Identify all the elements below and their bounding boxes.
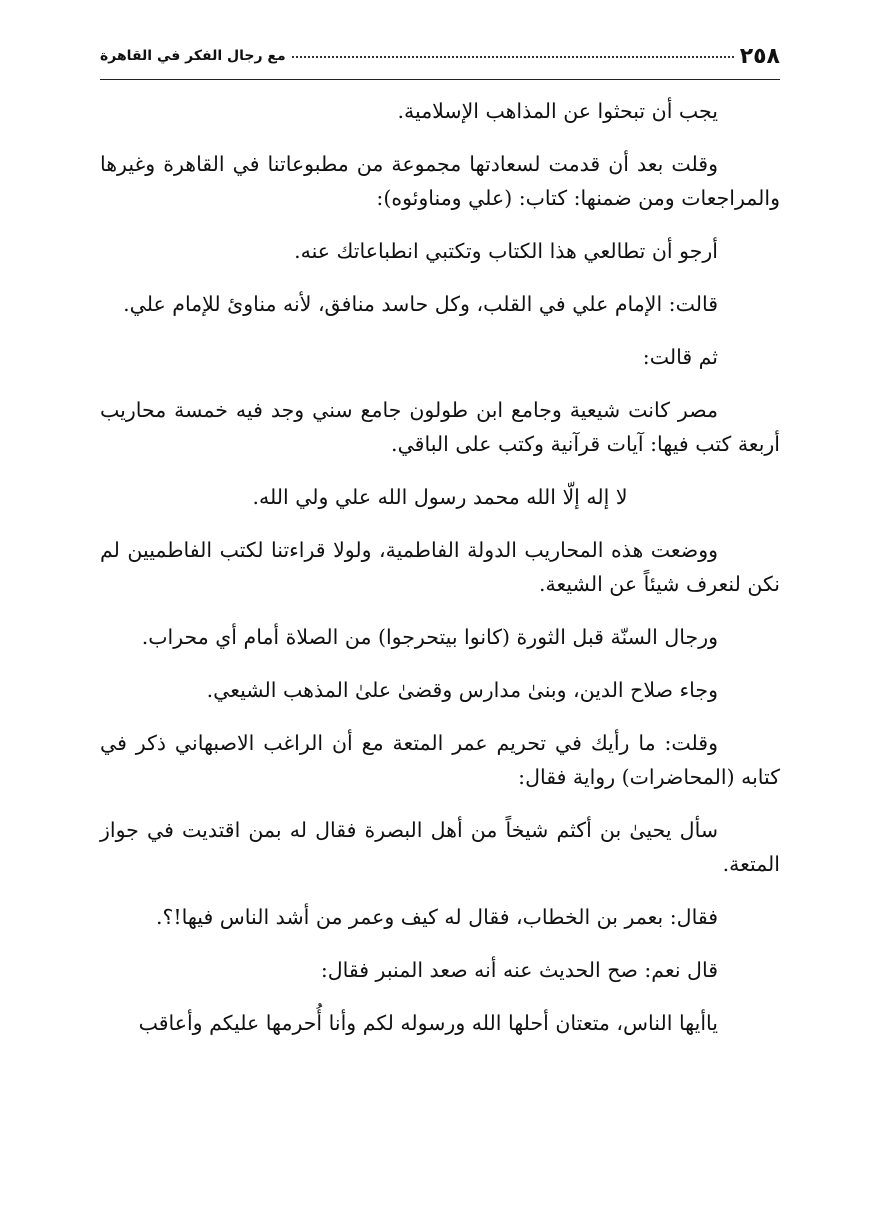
paragraph: يجب أن تبحثوا عن المذاهب الإسلامية. bbox=[397, 99, 718, 123]
page-number: ٢٥٨ bbox=[739, 43, 780, 69]
paragraph: وقلت بعد أن قدمت لسعادتها مجموعة من مطبوعاتنا في القاهرة وغيرها والمراجعات ومن ضمنها: كتاب: (علي ومناوئوه): bbox=[100, 152, 780, 210]
paragraph: ياأيها الناس، متعتان أحلها الله ورسوله لكم وأنا أُحرمها عليكم وأعاقب bbox=[138, 1011, 718, 1035]
paragraph: قالت: الإمام علي في القلب، وكل حاسد منافق، لأنه مناوئ للإمام علي. bbox=[123, 292, 718, 316]
body-text bbox=[100, 94, 780, 1040]
paragraph: ثم قالت: bbox=[642, 345, 718, 369]
paragraph: سأل يحيىٰ بن أكثم شيخاً من أهل البصرة فقال له بمن اقتديت في جواز المتعة. bbox=[100, 818, 780, 876]
header-dot-leader bbox=[292, 54, 734, 58]
paragraph: ورجال السنّة قبل الثورة (كانوا بيتحرجوا) من الصلاة أمام أي محراب. bbox=[141, 625, 718, 649]
paragraph: أرجو أن تطالعي هذا الكتاب وتكتبي انطباعاتك عنه. bbox=[294, 239, 718, 263]
paragraph: وقلت: ما رأيك في تحريم عمر المتعة مع أن الراغب الاصبهاني ذكر في كتابه (المحاضرات) رواية فقال: bbox=[100, 731, 780, 789]
page-header bbox=[100, 36, 780, 76]
paragraph: ووضعت هذه المحاريب الدولة الفاطمية، ولولا قراءتنا لكتب الفاطميين لم نكن لنعرف شيئاً عن الشيعة. bbox=[100, 538, 780, 596]
header-rule bbox=[100, 79, 780, 80]
paragraph: فقال: بعمر بن الخطاب، فقال له كيف وعمر من أشد الناس فيها!؟. bbox=[155, 905, 718, 929]
running-title: مع رجال الفكر في القاهرة bbox=[100, 48, 286, 64]
centered-quote: لا إله إلّا الله محمد رسول الله علي ولي الله. bbox=[252, 485, 628, 509]
paragraph: قال نعم: صح الحديث عنه أنه صعد المنبر فقال: bbox=[320, 958, 718, 982]
paragraph: وجاء صلاح الدين، وبنىٰ مدارس وقضىٰ علىٰ المذهب الشيعي. bbox=[206, 678, 718, 702]
paragraph: مصر كانت شيعية وجامع ابن طولون جامع سني وجد فيه خمسة محاريب أربعة كتب فيها: آيات قرآنية وكتب على الباقي. bbox=[100, 398, 780, 456]
